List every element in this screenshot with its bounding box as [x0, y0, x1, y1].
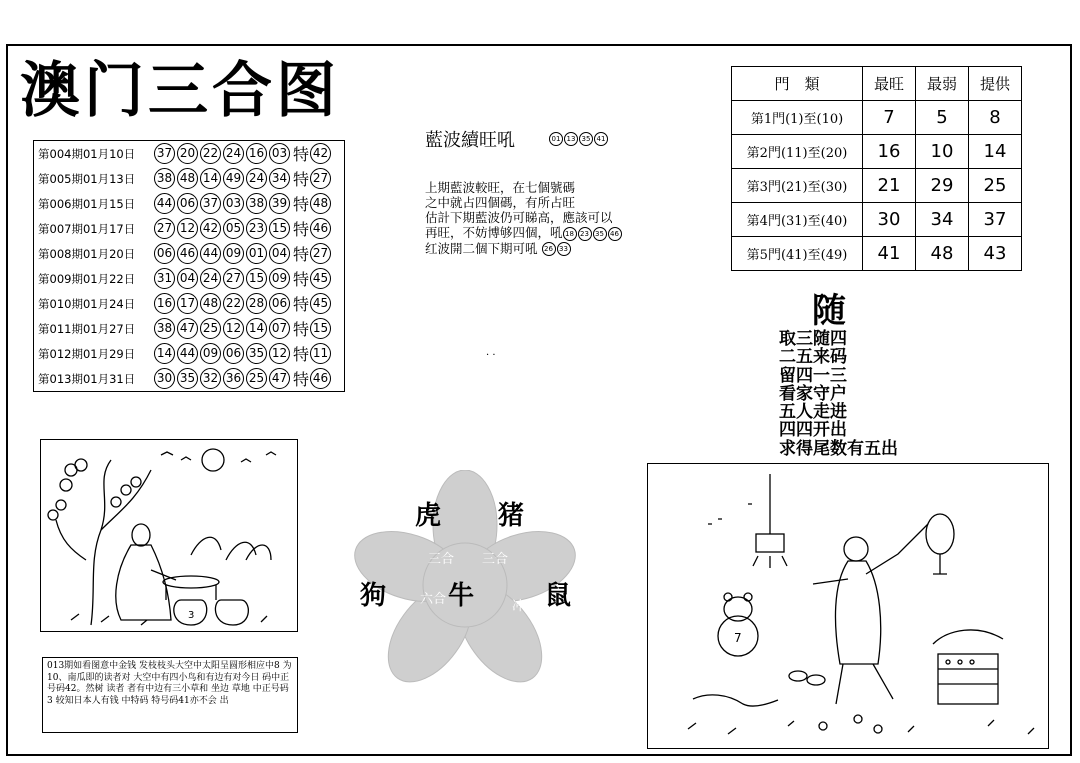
number-ball: 17	[177, 293, 198, 314]
number-ball: 06	[269, 293, 290, 314]
mini-ball: 41	[594, 132, 608, 146]
draw-row	[34, 191, 344, 216]
stats-header-max: 最旺	[863, 67, 916, 101]
special-ball: 15	[310, 318, 331, 339]
number-ball: 27	[154, 218, 175, 239]
number-ball: 44	[154, 193, 175, 214]
number-ball: 15	[246, 268, 267, 289]
special-label: 特	[293, 345, 310, 364]
special-ball: 27	[310, 243, 331, 264]
door-stats-table	[731, 66, 1022, 271]
special-ball: 46	[310, 218, 331, 239]
tag-liuhe: 六合	[420, 592, 447, 607]
number-ball: 22	[200, 143, 221, 164]
stats-row	[732, 203, 1022, 237]
number-ball: 14	[246, 318, 267, 339]
stats-max: 30	[863, 203, 916, 237]
draw-period: 第008期01月20日	[38, 246, 136, 261]
number-ball: 48	[200, 293, 221, 314]
poem-line: 五人走进	[779, 402, 847, 423]
number-ball: 04	[177, 268, 198, 289]
stats-door: 第2門(11)至(20)	[732, 135, 863, 169]
blue-line-4: 再旺，不妨博够四個，吼 18 23 35 46	[425, 225, 623, 241]
number-ball: 05	[223, 218, 244, 239]
mini-ball: 46	[608, 227, 622, 241]
draw-period: 第004期01月10日	[38, 146, 136, 161]
number-ball: 36	[223, 368, 244, 389]
number-ball: 25	[246, 368, 267, 389]
stats-door: 第1門(1)至(10)	[732, 101, 863, 135]
draw-row	[34, 266, 344, 291]
special-ball: 45	[310, 268, 331, 289]
mini-ball: 18	[563, 227, 577, 241]
number-ball: 24	[200, 268, 221, 289]
stats-offer: 43	[969, 237, 1022, 271]
dots-mark: · ·	[486, 350, 496, 361]
number-ball: 14	[200, 168, 221, 189]
number-ball: 24	[223, 143, 244, 164]
draw-period: 第010期01月24日	[38, 296, 136, 311]
stats-offer: 25	[969, 169, 1022, 203]
number-ball: 44	[200, 243, 221, 264]
poem-line: 取三随四	[779, 329, 847, 349]
stats-header-offer: 提供	[969, 67, 1022, 101]
draw-period: 第005期01月13日	[38, 171, 136, 186]
number-ball: 38	[246, 193, 267, 214]
zodiac-dog: 狗	[360, 581, 387, 611]
number-ball: 49	[223, 168, 244, 189]
stats-offer: 8	[969, 101, 1022, 135]
draw-period: 第011期01月27日	[38, 321, 136, 336]
number-ball: 03	[223, 193, 244, 214]
special-label: 特	[293, 370, 310, 389]
number-ball: 27	[223, 268, 244, 289]
stats-max: 16	[863, 135, 916, 169]
number-ball: 30	[154, 368, 175, 389]
sui-title: 随	[812, 291, 846, 331]
zodiac-flower	[330, 470, 600, 690]
stats-row	[732, 237, 1022, 271]
draw-row	[34, 166, 344, 191]
number-ball: 16	[154, 293, 175, 314]
number-ball: 37	[200, 193, 221, 214]
number-ball: 47	[269, 368, 290, 389]
pot-number: 3	[188, 610, 195, 621]
number-ball: 07	[269, 318, 290, 339]
number-ball: 46	[177, 243, 198, 264]
number-ball: 01	[246, 243, 267, 264]
mini-ball: 13	[564, 132, 578, 146]
number-ball: 12	[223, 318, 244, 339]
special-label: 特	[293, 295, 310, 314]
stats-min: 5	[916, 101, 969, 135]
special-label: 特	[293, 220, 310, 239]
bear-number: 7	[734, 631, 742, 645]
mini-ball: 33	[557, 242, 571, 256]
stats-max: 21	[863, 169, 916, 203]
blue-wave-title: 藍波續旺吼	[425, 130, 515, 151]
draw-row	[34, 341, 344, 366]
number-ball: 06	[154, 243, 175, 264]
draw-row	[34, 241, 344, 266]
poem-line: 留四一三	[779, 365, 847, 386]
special-ball: 11	[310, 343, 331, 364]
number-ball: 35	[246, 343, 267, 364]
number-ball: 16	[246, 143, 267, 164]
stats-max: 7	[863, 101, 916, 135]
draw-row	[34, 141, 344, 166]
blue-line: 上期藍波較旺，在七個號碼	[425, 180, 576, 195]
number-ball: 28	[246, 293, 267, 314]
special-label: 特	[293, 145, 310, 164]
stats-row	[732, 169, 1022, 203]
number-ball: 09	[269, 268, 290, 289]
zodiac-ox: 牛	[448, 581, 475, 611]
draw-period: 第006期01月15日	[38, 196, 136, 211]
stats-header-min: 最弱	[916, 67, 969, 101]
number-ball: 06	[223, 343, 244, 364]
zodiac-pig: 猪	[498, 501, 525, 531]
number-ball: 37	[154, 143, 175, 164]
special-ball: 42	[310, 143, 331, 164]
draw-results-table	[33, 140, 345, 392]
zodiac-rat: 鼠	[545, 581, 572, 611]
draw-period: 第012期01月29日	[38, 346, 136, 361]
tag-sanhe-2: 三合	[482, 552, 509, 567]
number-ball: 39	[269, 193, 290, 214]
special-label: 特	[293, 170, 310, 189]
number-ball: 09	[223, 243, 244, 264]
poem-line: 看家守户	[779, 383, 847, 404]
number-ball: 47	[177, 318, 198, 339]
number-ball: 23	[246, 218, 267, 239]
zodiac-tiger: 虎	[415, 501, 442, 531]
stats-door: 第3門(21)至(30)	[732, 169, 863, 203]
draw-row	[34, 316, 344, 341]
number-ball: 06	[177, 193, 198, 214]
draw-period: 第009期01月22日	[38, 271, 136, 286]
notice-text: 013期如看图意中金钱 发枝枝头大空中太阳呈圆形相应中8 为10、南瓜即的读者对 大空中有四小鸟和有边有对今日 码中正号码42。然树 读者 者有中边有三小草和 坐边 草地 中正号码3 较知日本人有钱 中特码 特号码41亦不会 出	[42, 657, 298, 733]
draw-row	[34, 216, 344, 241]
draw-period: 第013期01月31日	[38, 371, 136, 386]
special-label: 特	[293, 245, 310, 264]
number-ball: 42	[200, 218, 221, 239]
number-ball: 38	[154, 168, 175, 189]
scholar-illustration	[40, 439, 298, 632]
number-ball: 35	[177, 368, 198, 389]
stats-min: 34	[916, 203, 969, 237]
stats-min: 48	[916, 237, 969, 271]
number-ball: 03	[269, 143, 290, 164]
poem-line: 二五来码	[779, 347, 847, 368]
stats-row	[732, 135, 1022, 169]
special-ball: 46	[310, 368, 331, 389]
stats-door: 第5門(41)至(49)	[732, 237, 863, 271]
poem-line: 四四开出	[779, 420, 847, 441]
sui-poem	[779, 330, 898, 458]
number-ball: 12	[269, 343, 290, 364]
stats-header-row	[732, 67, 1022, 101]
blue-line: 之中就占四個碼，有所占旺	[425, 195, 576, 210]
number-ball: 14	[154, 343, 175, 364]
number-ball: 34	[269, 168, 290, 189]
stats-row	[732, 101, 1022, 135]
special-label: 特	[293, 195, 310, 214]
tag-chong: 冲	[512, 599, 526, 614]
stats-offer: 14	[969, 135, 1022, 169]
firecracker-illustration	[647, 463, 1049, 749]
special-label: 特	[293, 270, 310, 289]
mini-ball: 01	[549, 132, 563, 146]
page-title: 澳门三合图	[20, 56, 340, 126]
draw-row	[34, 291, 344, 316]
stats-max: 41	[863, 237, 916, 271]
number-ball: 44	[177, 343, 198, 364]
blue-line-5: 红波開二個下期可吼 26 33	[425, 241, 623, 257]
scholar-drawing	[41, 440, 296, 630]
number-ball: 25	[200, 318, 221, 339]
mini-ball: 26	[542, 242, 556, 256]
number-ball: 12	[177, 218, 198, 239]
poem-line: 求得尾数有五出	[779, 438, 898, 459]
stats-min: 29	[916, 169, 969, 203]
number-ball: 24	[246, 168, 267, 189]
firecracker-drawing	[648, 464, 1048, 748]
number-ball: 04	[269, 243, 290, 264]
number-ball: 20	[177, 143, 198, 164]
tag-sanhe-1: 三合	[428, 552, 455, 567]
blue-title-balls	[549, 128, 609, 147]
stats-offer: 37	[969, 203, 1022, 237]
number-ball: 22	[223, 293, 244, 314]
mini-ball: 35	[593, 227, 607, 241]
mini-ball: 35	[579, 132, 593, 146]
draw-row	[34, 366, 344, 391]
blue-line: 估計下期藍波仍可睇高，應該可以	[425, 210, 613, 225]
special-ball: 45	[310, 293, 331, 314]
number-ball: 48	[177, 168, 198, 189]
number-ball: 31	[154, 268, 175, 289]
draw-period: 第007期01月17日	[38, 221, 136, 236]
number-ball: 09	[200, 343, 221, 364]
stats-header-door: 門 類	[732, 67, 863, 101]
special-ball: 27	[310, 168, 331, 189]
stats-door: 第4門(31)至(40)	[732, 203, 863, 237]
number-ball: 15	[269, 218, 290, 239]
stats-min: 10	[916, 135, 969, 169]
number-ball: 32	[200, 368, 221, 389]
number-ball: 38	[154, 318, 175, 339]
blue-wave-text	[425, 180, 623, 256]
special-ball: 48	[310, 193, 331, 214]
special-label: 特	[293, 320, 310, 339]
mini-ball: 23	[578, 227, 592, 241]
